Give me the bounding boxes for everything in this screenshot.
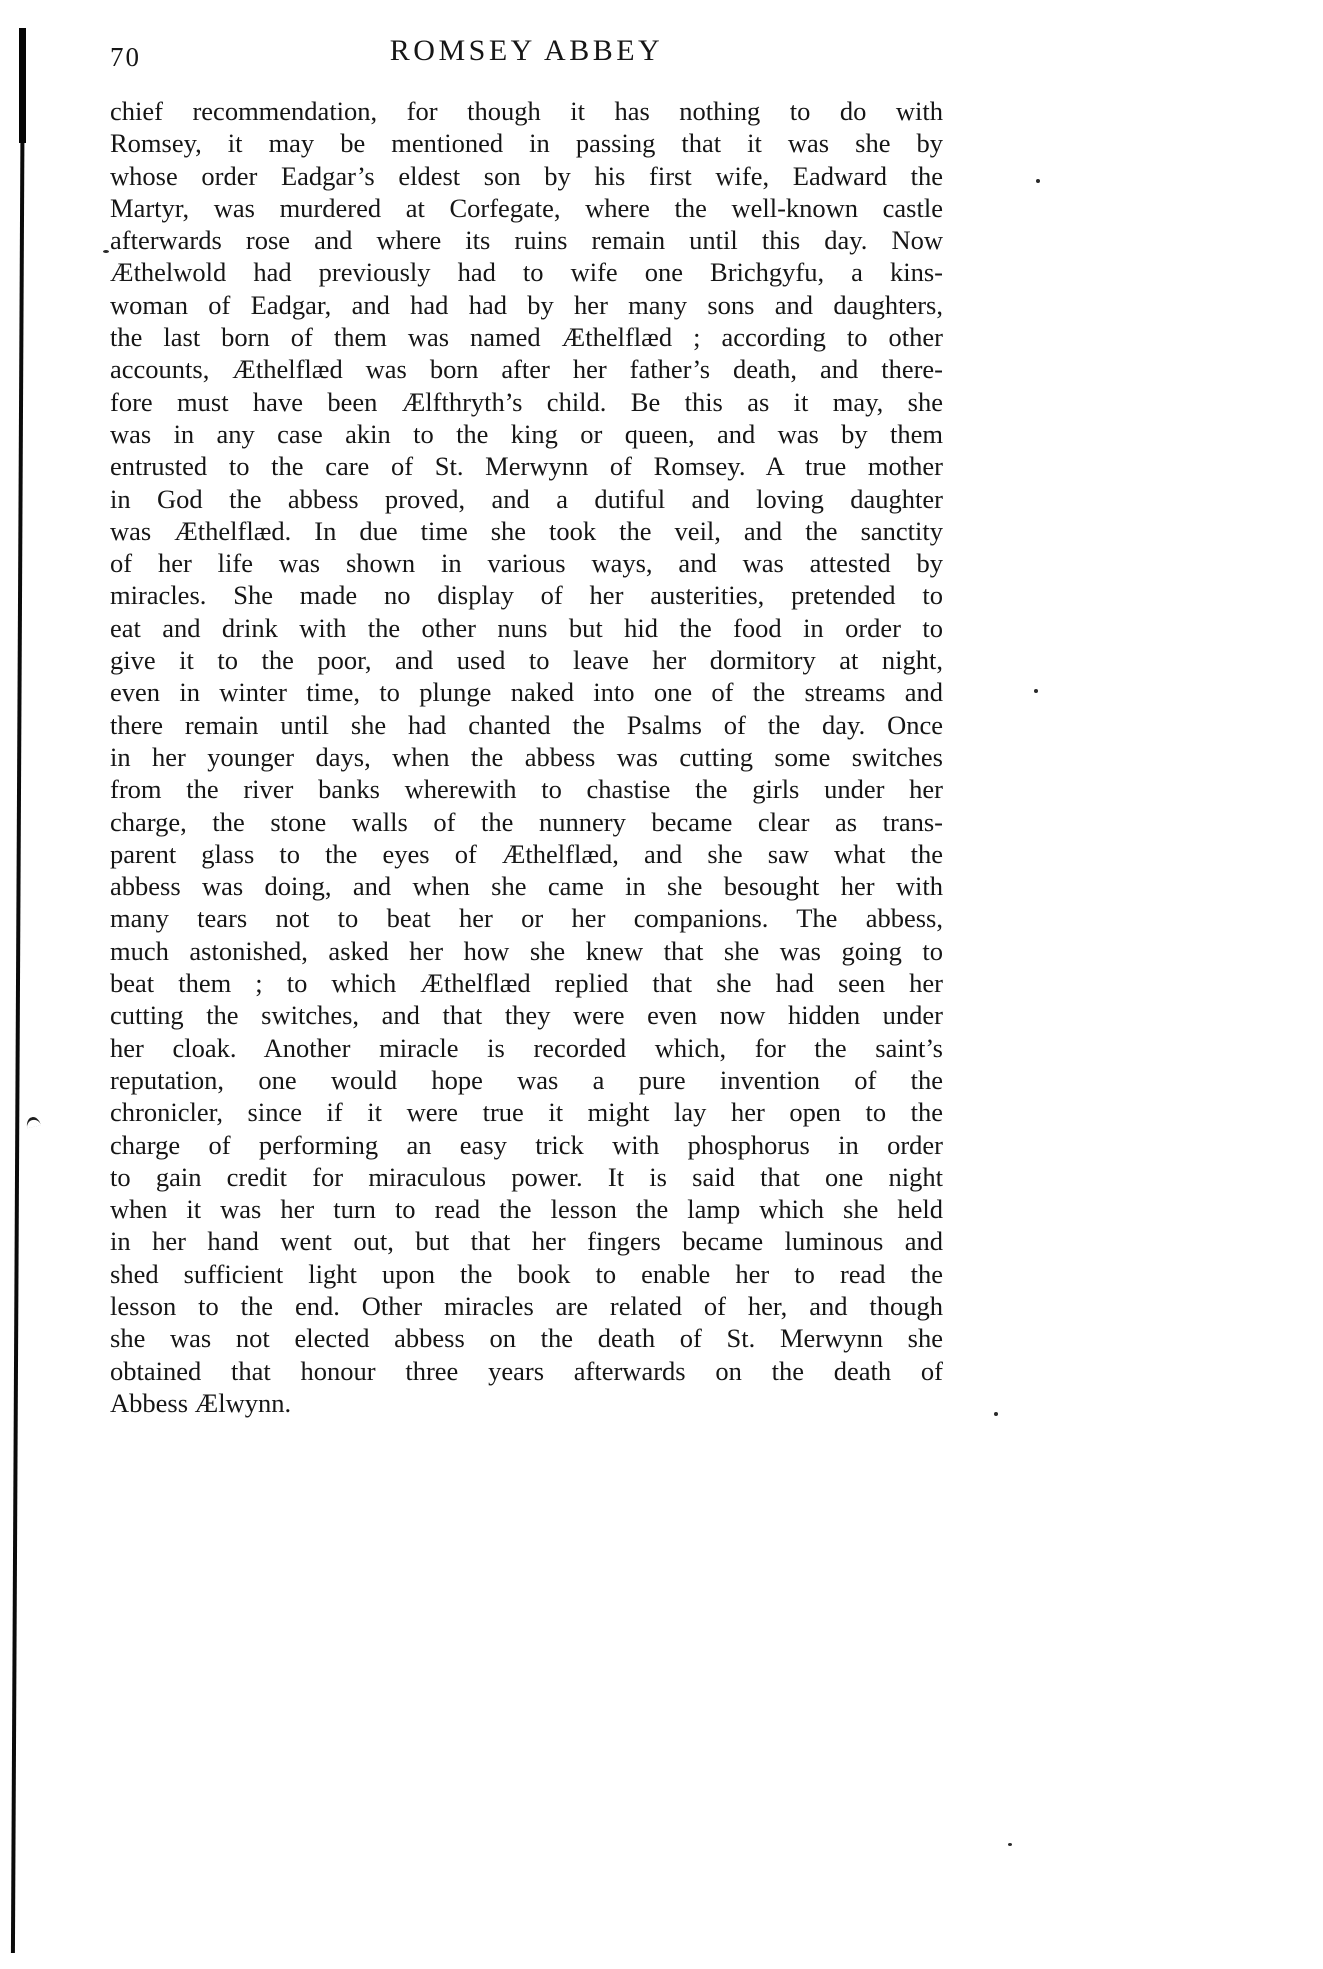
text-line: from the river banks wherewith to chastise the girls under her: [110, 774, 943, 805]
text-line: many tears not to beat her or her companions. The abbess,: [110, 903, 943, 934]
scan-speck: [1036, 179, 1040, 183]
text-line: there remain until she had chanted the Psalms of the day. Once: [110, 709, 943, 740]
text-line: when it was her turn to read the lesson the lamp which she held: [110, 1194, 943, 1225]
text-line: whose order Eadgar’s eldest son by his first wife, Eadward the: [110, 160, 943, 191]
text-line: parent glass to the eyes of Æthelflæd, and she saw what the: [110, 838, 943, 869]
text-line: to gain credit for miraculous power. It is said that one night: [110, 1161, 943, 1192]
text-line: was Æthelflæd. In due time she took the veil, and the sanctity: [110, 515, 943, 546]
page-header: [110, 34, 943, 78]
scan-speck: [1008, 1843, 1012, 1846]
page-number: 70: [110, 42, 141, 72]
text-line: chronicler, since if it were true it might lay her open to the: [110, 1097, 943, 1128]
text-line: Æthelwold had previously had to wife one Brichgyfu, a kins-: [110, 257, 943, 288]
text-line: in her younger days, when the abbess was cutting some switches: [110, 741, 943, 772]
text-line: charge of performing an easy trick with phosphorus in order: [110, 1129, 943, 1160]
text-line: in her hand went out, but that her fingers became luminous and: [110, 1226, 943, 1257]
body-text: [110, 95, 943, 1419]
text-line: was in any case akin to the king or queen, and was by them: [110, 418, 943, 449]
scan-pen-mark: [25, 1116, 41, 1129]
text-line: obtained that honour three years afterwards on the death of: [110, 1355, 943, 1386]
text-line: Abbess Ælwynn.: [110, 1387, 292, 1418]
text-line: charge, the stone walls of the nunnery became clear as trans-: [110, 806, 943, 837]
scan-speck: [1034, 689, 1038, 693]
text-line: entrusted to the care of St. Merwynn of Romsey. A true mother: [110, 451, 943, 482]
running-title: ROMSEY ABBEY: [389, 34, 664, 67]
text-line: even in winter time, to plunge naked into one of the streams and: [110, 677, 943, 708]
text-line: miracles. She made no display of her austerities, pretended to: [110, 580, 943, 611]
text-line: accounts, Æthelflæd was born after her father’s death, and there-: [110, 354, 943, 385]
text-line: she was not elected abbess on the death of St. Merwynn she: [110, 1323, 943, 1354]
text-line: lesson to the end. Other miracles are related of her, and though: [110, 1290, 943, 1321]
text-line: chief recommendation, for though it has nothing to do with: [110, 96, 943, 126]
text-line: Martyr, was murdered at Corfegate, where the well-known castle: [110, 192, 943, 223]
scan-speck: [994, 1412, 998, 1416]
text-line: much astonished, asked her how she knew that she was going to: [110, 935, 943, 966]
text-line: abbess was doing, and when she came in she besought her with: [110, 871, 943, 902]
scan-speck: [103, 250, 109, 253]
text-line: cutting the switches, and that they were even now hidden under: [110, 1000, 943, 1031]
text-line: Romsey, it may be mentioned in passing that it was she by: [110, 128, 943, 159]
scan-gutter-line: [11, 28, 25, 1953]
text-line: her cloak. Another miracle is recorded which, for the saint’s: [110, 1032, 943, 1063]
scan-gutter-line-top: [19, 28, 26, 143]
text-line: beat them ; to which Æthelflæd replied that she had seen her: [110, 968, 943, 999]
text-line: give it to the poor, and used to leave her dormitory at night,: [110, 645, 943, 676]
text-line: the last born of them was named Æthelflæd ; according to other: [110, 322, 943, 353]
text-line: afterwards rose and where its ruins remain until this day. Now: [110, 225, 943, 256]
text-line: shed sufficient light upon the book to enable her to read the: [110, 1258, 943, 1289]
text-line: fore must have been Ælfthryth’s child. Be this as it may, she: [110, 386, 943, 417]
text-line: in God the abbess proved, and a dutiful and loving daughter: [110, 483, 943, 514]
text-line: woman of Eadgar, and had had by her many sons and daughters,: [110, 289, 943, 320]
text-line: of her life was shown in various ways, and was attested by: [110, 548, 943, 579]
text-line: eat and drink with the other nuns but hid the food in order to: [110, 612, 943, 643]
text-line: reputation, one would hope was a pure invention of the: [110, 1064, 943, 1095]
